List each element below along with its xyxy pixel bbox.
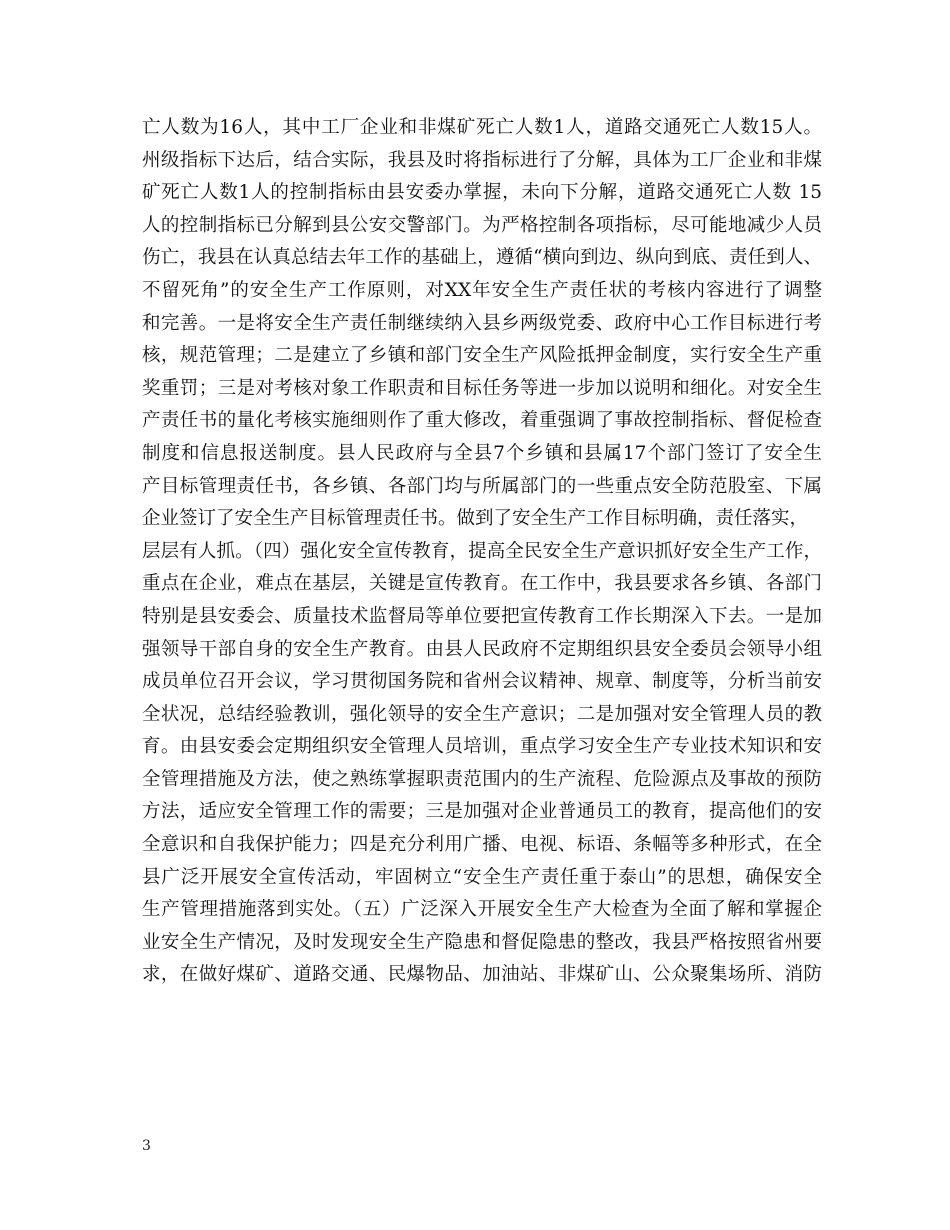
- text-line: 育。由县安委会定期组织安全管理人员培训，重点学习安全生产专业技术知识和安: [142, 736, 822, 758]
- text-line: 特别是县安委会、质量技术监督局等单位要把宣传教育工作长期深入下去。一是加: [142, 605, 822, 627]
- text-line: 强领导干部自身的安全生产教育。由县人民政府不定期组织县安全委员会领导小组: [142, 638, 822, 660]
- text-line: 不留死角”的安全生产工作原则，对XX年安全生产责任状的考核内容进行了调整: [142, 279, 822, 301]
- text-line: 矿死亡人数1人的控制指标由县安委办掌握，未向下分解，道路交通死亡人数 15: [142, 182, 822, 204]
- page-number: 3: [142, 1138, 151, 1154]
- body-text: [142, 112, 822, 992]
- text-line: 县广泛开展安全宣传活动，牢固树立“安全生产责任重于泰山”的思想，确保安全: [142, 866, 822, 888]
- text-line: 层层有人抓。（四）强化安全宣传教育，提高全民安全生产意识抓好安全生产工作，: [142, 540, 822, 562]
- text-line: 伤亡，我县在认真总结去年工作的基础上，遵循“横向到边、纵向到底、责任到人、: [142, 247, 822, 269]
- text-line: 和完善。一是将安全生产责任制继续纳入县乡两级党委、政府中心工作目标进行考: [142, 312, 822, 334]
- text-line: 方法，适应安全管理工作的需要；三是加强对企业普通员工的教育，提高他们的安: [142, 801, 822, 823]
- text-line: 亡人数为16人，其中工厂企业和非煤矿死亡人数1人，道路交通死亡人数15人。: [142, 117, 822, 138]
- text-line: 州级指标下达后，结合实际，我县及时将指标进行了分解，具体为工厂企业和非煤: [142, 149, 822, 171]
- text-line: 全管理措施及方法，使之熟练掌握职责范围内的生产流程、危险源点及事故的预防: [142, 768, 822, 790]
- text-line: 重点在企业，难点在基层，关键是宣传教育。在工作中，我县要求各乡镇、各部门: [142, 573, 822, 595]
- text-line: 产目标管理责任书，各乡镇、各部门均与所属部门的一些重点安全防范股室、下属: [142, 475, 822, 497]
- text-line: 成员单位召开会议，学习贯彻国务院和省州会议精神、规章、制度等，分析当前安: [142, 671, 822, 693]
- text-line: 制度和信息报送制度。县人民政府与全县7个乡镇和县属17个部门签订了安全生: [142, 442, 822, 464]
- text-line: 产责任书的量化考核实施细则作了重大修改，着重强调了事故控制指标、督促检查: [142, 410, 822, 432]
- text-line: 核，规范管理；二是建立了乡镇和部门安全生产风险抵押金制度，实行安全生产重: [142, 345, 822, 367]
- text-line: 业安全生产情况，及时发现安全生产隐患和督促隐患的整改，我县严格按照省州要: [142, 931, 822, 953]
- text-line: 求，在做好煤矿、道路交通、民爆物品、加油站、非煤矿山、公众聚集场所、消防: [142, 964, 822, 986]
- text-line: 人的控制指标已分解到县公安交警部门。为严格控制各项指标，尽可能地减少人员: [142, 214, 822, 236]
- text-line: 全状况，总结经验教训，强化领导的安全生产意识；二是加强对安全管理人员的教: [142, 703, 822, 725]
- text-line: 全意识和自我保护能力；四是充分利用广播、电视、标语、条幅等多种形式，在全: [142, 834, 822, 856]
- text-line: 企业签订了安全生产目标管理责任书。做到了安全生产工作目标明确，责任落实，: [142, 508, 809, 530]
- text-line: 奖重罚；三是对考核对象工作职责和目标任务等进一步加以说明和细化。对安全生: [142, 377, 822, 399]
- text-line: 生产管理措施落到实处。（五）广泛深入开展安全生产大检查为全面了解和掌握企: [142, 899, 822, 921]
